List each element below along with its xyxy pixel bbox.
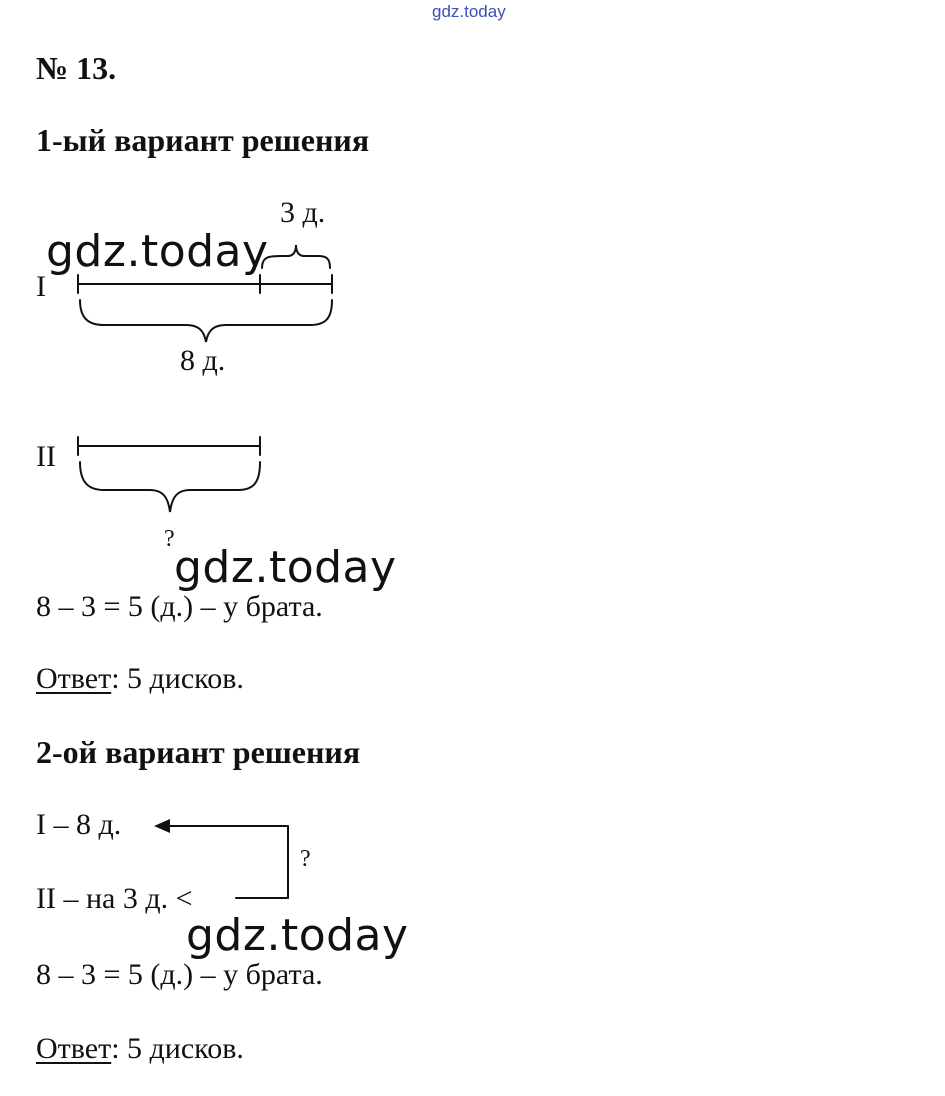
variant1-equation: 8 – 3 = 5 (д.) – у брата. <box>36 590 323 623</box>
watermark-2: gdz.today <box>174 542 397 593</box>
problem-number: № 13. <box>36 50 117 86</box>
answer-word: Ответ <box>36 1032 112 1065</box>
answer-value: : 5 дисков. <box>111 662 244 695</box>
variant2-answer <box>36 1032 244 1066</box>
total-brace <box>80 300 332 342</box>
part-brace <box>262 245 330 268</box>
answer-word: Ответ <box>36 662 112 695</box>
unknown-brace <box>80 462 260 512</box>
total-label: 8 д. <box>180 344 226 377</box>
arrow-head <box>154 819 170 833</box>
row-one-label: I <box>36 270 46 303</box>
variant1-heading: 1-ый вариант решения <box>36 122 370 158</box>
watermark-1: gdz.today <box>46 226 269 277</box>
variant2-equation: 8 – 3 = 5 (д.) – у брата. <box>36 958 323 991</box>
unknown-label: ? <box>164 526 175 552</box>
watermark-top: gdz.today <box>432 2 506 21</box>
row-two-label: II <box>36 440 56 473</box>
variant2-heading: 2-ой вариант решения <box>36 734 361 770</box>
variant2-line2: II – на 3 д. < <box>36 882 193 915</box>
part-label: 3 д. <box>280 196 326 229</box>
answer-value: : 5 дисков. <box>111 1032 244 1065</box>
variant1-answer <box>36 662 244 696</box>
watermark-3: gdz.today <box>186 910 409 961</box>
variant2-line1: I – 8 д. <box>36 808 122 841</box>
variant2-question: ? <box>300 846 311 872</box>
